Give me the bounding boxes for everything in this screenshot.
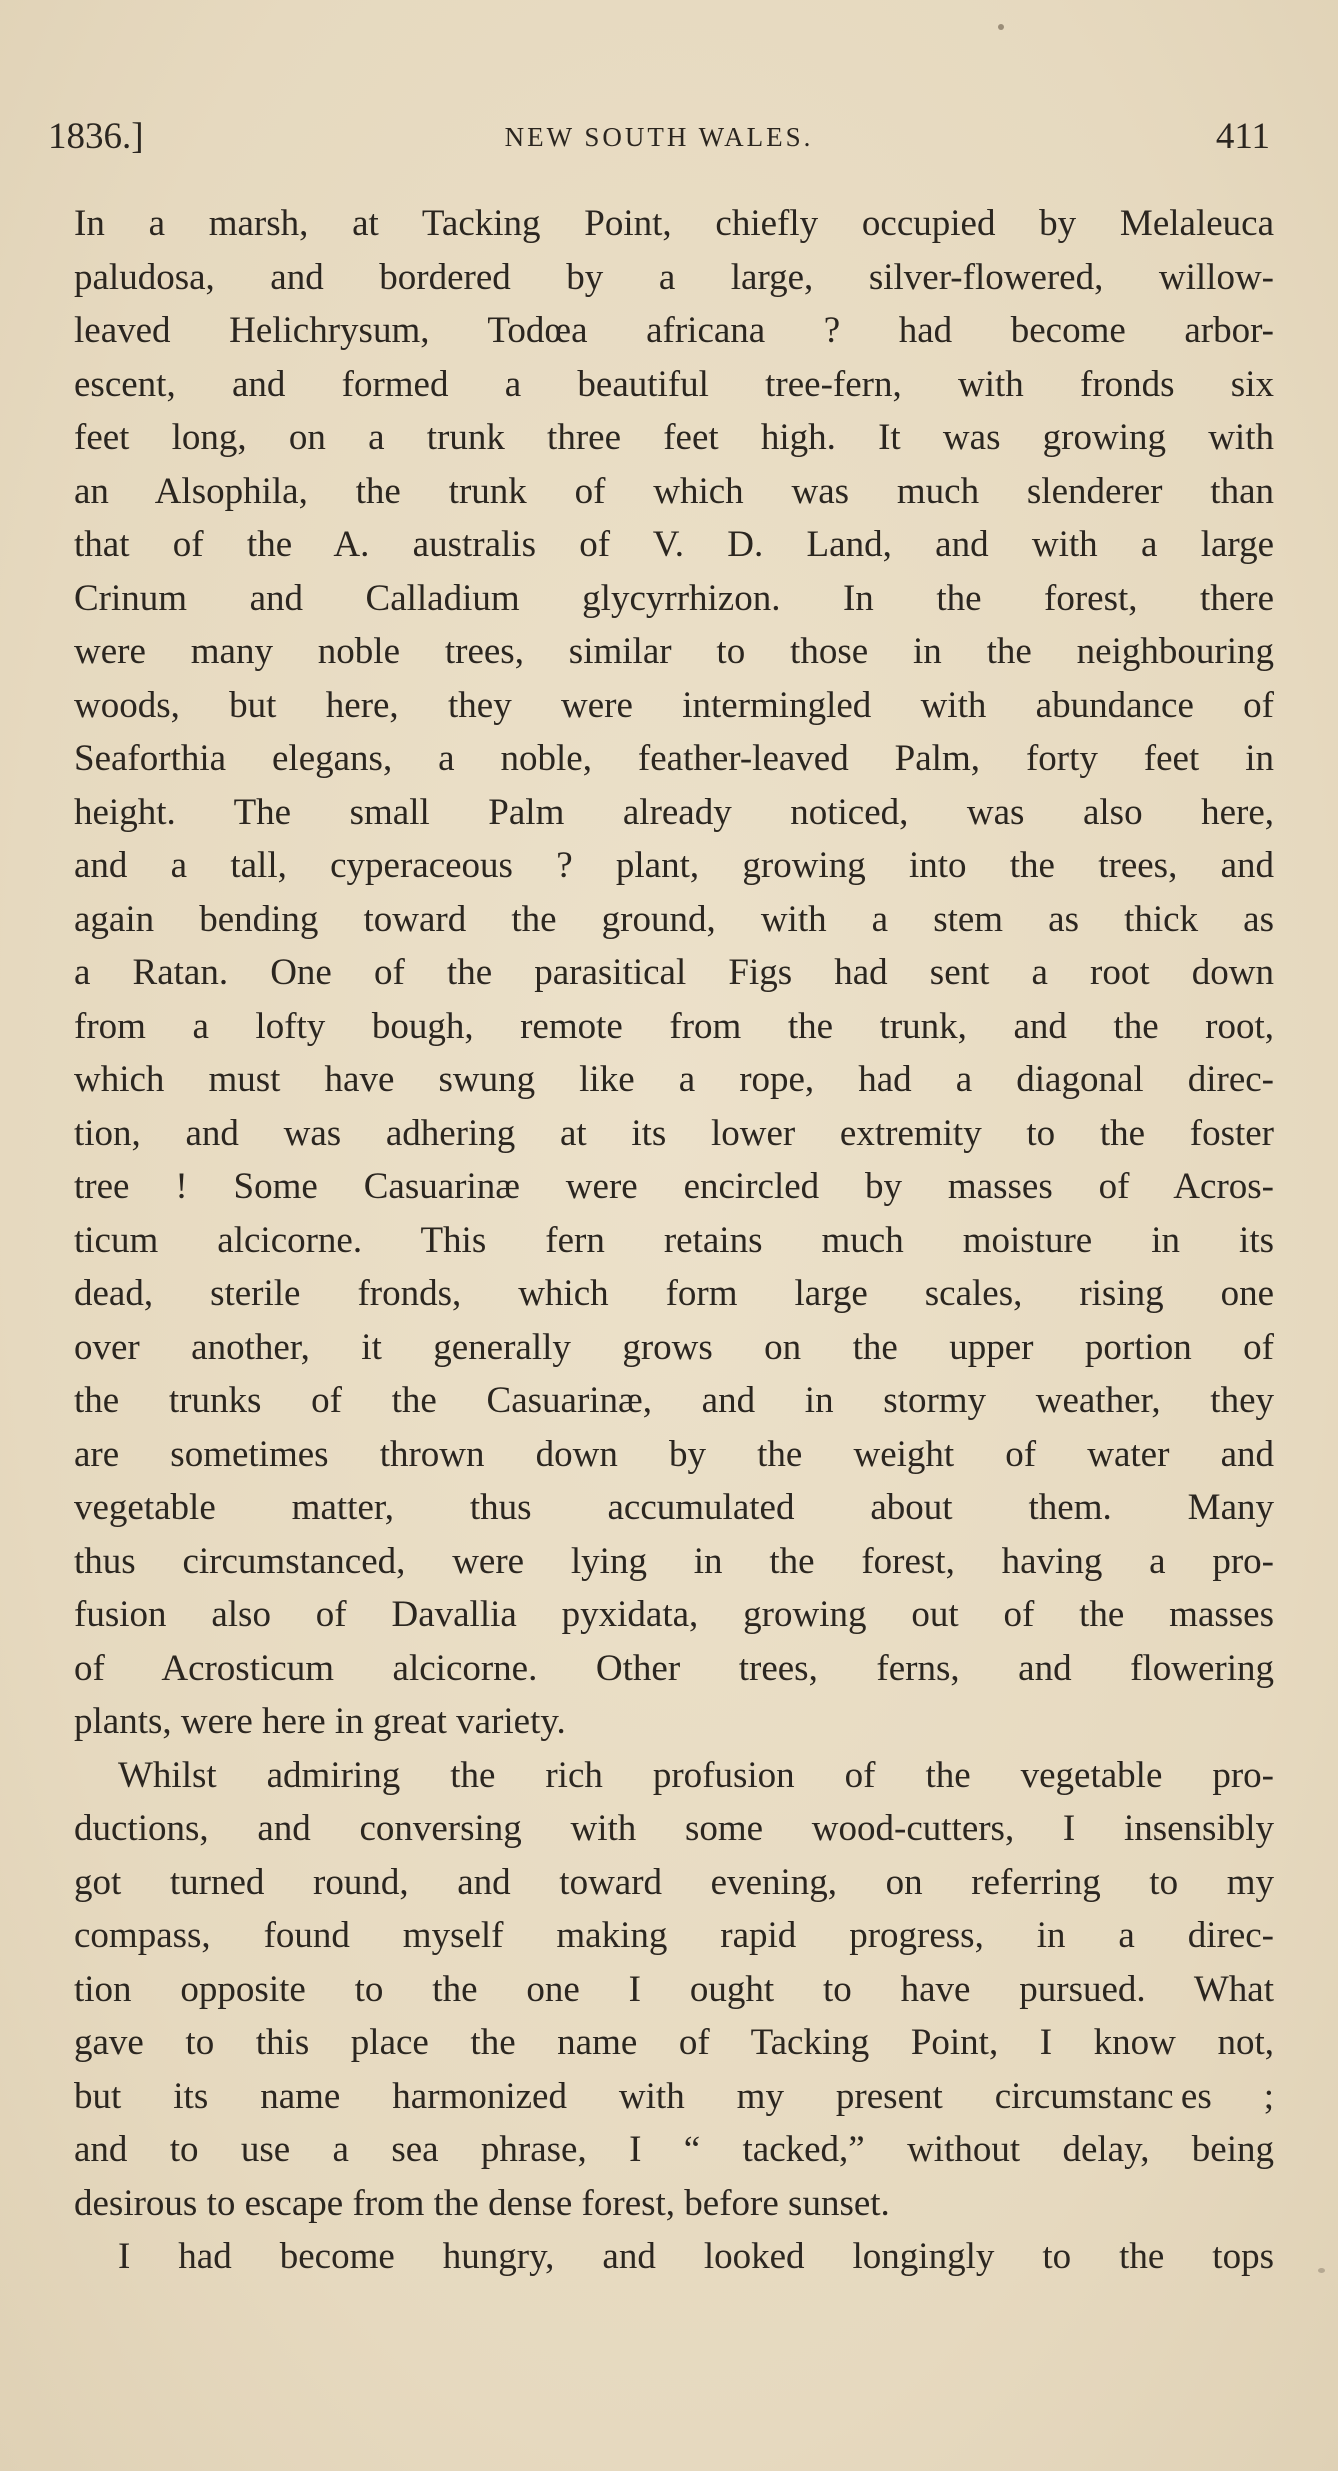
text-line: were many noble trees, similar to those in the neighbouring	[74, 631, 1274, 672]
text-line: woods, but here, they were intermingled with abundance of	[74, 684, 1274, 726]
text-line: an Alsophila, the trunk of which was much slenderer than	[74, 470, 1274, 512]
text-line: the trunks of the Casuarinæ, and in stormy weather, they	[74, 1380, 1274, 1421]
text-line: Seaforthia elegans, a noble, feather-leaved Palm, forty feet in	[74, 738, 1274, 779]
running-header	[48, 112, 1270, 162]
text-line: leaved Helichrysum, Todœa africana ? had become arbor-	[74, 310, 1274, 351]
text-line: Crinum and Calladium glycyrrhizon. In the forest, there	[74, 577, 1274, 619]
text-line: tree ! Some Casuarinæ were encircled by masses of Acros-	[74, 1166, 1274, 1207]
text-line: and to use a sea phrase, I “ tacked,” without delay, being	[74, 2129, 1274, 2170]
text-line: dead, sterile fronds, which form large scales, rising one	[74, 1273, 1274, 1314]
text-line: compass, found myself making rapid progress, in a direc-	[74, 1915, 1274, 1956]
body-text	[74, 197, 1274, 2284]
text-line: but its name harmonized with my present circumstanc es ;	[74, 2075, 1274, 2117]
text-line: from a lofty bough, remote from the trunk, and the root,	[74, 1005, 1274, 1047]
text-line: fusion also of Davallia pyxidata, growing out of the masses	[74, 1594, 1274, 1635]
text-line: and a tall, cyperaceous ? plant, growing into the trees, and	[74, 845, 1274, 886]
text-line: plants, were here in great variety.	[74, 1701, 566, 1742]
text-line: ticum alcicorne. This fern retains much moisture in its	[74, 1219, 1274, 1261]
text-line: height. The small Palm already noticed, was also here,	[74, 791, 1274, 833]
text-line: Whilst admiring the rich profusion of the vegetable pro-	[118, 1754, 1274, 1796]
text-line: which must have swung like a rope, had a diagonal direc-	[74, 1059, 1274, 1100]
header-title: NEW SOUTH WALES.	[504, 122, 814, 152]
text-line: got turned round, and toward evening, on referring to my	[74, 1861, 1274, 1903]
text-line: of Acrosticum alcicorne. Other trees, ferns, and flowering	[74, 1647, 1274, 1689]
text-line: tion opposite to the one I ought to have pursued. What	[74, 1968, 1274, 2010]
text-line: are sometimes thrown down by the weight of water and	[74, 1433, 1274, 1475]
text-line: feet long, on a trunk three feet high. It was growing with	[74, 417, 1274, 458]
text-line: again bending toward the ground, with a stem as thick as	[74, 898, 1274, 940]
text-line: that of the A. australis of V. D. Land, and with a large	[74, 524, 1274, 565]
text-line: vegetable matter, thus accumulated about them. Many	[74, 1487, 1274, 1528]
text-line: gave to this place the name of Tacking Point, I know not,	[74, 2022, 1274, 2063]
text-line: over another, it generally grows on the upper portion of	[74, 1326, 1274, 1368]
ink-speck	[998, 24, 1004, 30]
text-line: a Ratan. One of the parasitical Figs had sent a root down	[74, 952, 1274, 993]
text-line: thus circumstanced, were lying in the forest, having a pro-	[74, 1540, 1274, 1582]
text-line: escent, and formed a beautiful tree-fern, with fronds six	[74, 363, 1274, 405]
header-year: 1836.]	[48, 116, 144, 157]
ink-speck	[1318, 2268, 1325, 2273]
text-line: In a marsh, at Tacking Point, chiefly occupied by Melaleuca	[74, 203, 1274, 244]
text-line: I had become hungry, and looked longingly to the tops	[118, 2236, 1274, 2277]
text-line: paludosa, and bordered by a large, silver-flowered, willow-	[74, 256, 1274, 298]
page-number: 411	[1215, 116, 1270, 157]
text-line: desirous to escape from the dense forest, before sunset.	[74, 2182, 890, 2224]
text-line: tion, and was adhering at its lower extremity to the foster	[74, 1112, 1274, 1154]
text-line: ductions, and conversing with some wood-cutters, I insensibly	[74, 1808, 1274, 1849]
